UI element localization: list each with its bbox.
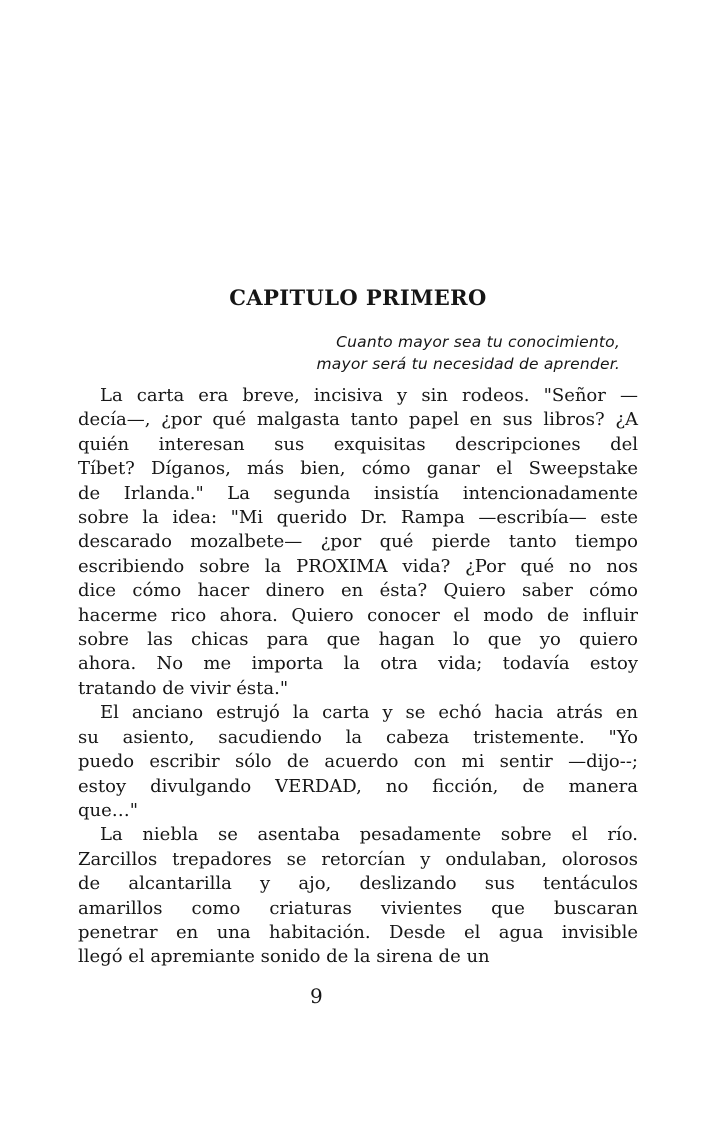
chapter-title: CAPITULO PRIMERO (229, 285, 487, 310)
text-line: amarillos como criaturas vivientes que buscaran (78, 897, 638, 919)
text-line: descarado mozalbete— ¿por qué pierde tanto tiempo (78, 531, 638, 553)
text-line: quién interesan sus exquisitas descripciones del (78, 433, 638, 455)
epigraph-line: mayor será tu necesidad de aprender. (316, 355, 620, 373)
text-line: que…" (78, 799, 139, 821)
text-line: hacerme rico ahora. Quiero conocer el modo de influir (78, 604, 638, 626)
page-number: 9 (310, 983, 323, 1008)
text-line: su asiento, sacudiendo la cabeza tristemente. "Yo (78, 726, 638, 748)
text-line: La niebla se asentaba pesadamente sobre el río. (100, 824, 638, 846)
text-line: La carta era breve, incisiva y sin rodeos. "Señor — (100, 385, 638, 406)
text-line: Tíbet? Díganos, más bien, cómo ganar el Sweepstake (78, 458, 638, 480)
text-line: Zarcillos trepadores se retorcían y ondulaban, olorosos (78, 848, 638, 870)
text-line: dice cómo hacer dinero en ésta? Quiero saber cómo (78, 580, 638, 602)
text-line: llegó el apremiante sonido de la sirena de un (78, 946, 490, 968)
text-line: de Irlanda." La segunda insistía intencionadamente (78, 482, 638, 504)
text-line: escribiendo sobre la PROXIMA vida? ¿Por qué no nos (78, 555, 638, 577)
text-line: decía—, ¿por qué malgasta tanto papel en sus libros? ¿A (78, 409, 638, 431)
paragraph (78, 823, 638, 969)
text-line: sobre la idea: "Mi querido Dr. Rampa —escribía— este (78, 507, 638, 529)
text-line: puedo escribir sólo de acuerdo con mi sentir —dijo--; (78, 751, 638, 773)
text-line: tratando de vivir ésta." (78, 677, 289, 699)
text-line: penetrar en una habitación. Desde el agua invisible (78, 921, 638, 943)
paragraph (78, 701, 638, 823)
text-line: de alcantarilla y ajo, deslizando sus tentáculos (78, 873, 638, 895)
epigraph-line: Cuanto mayor sea tu conocimiento, (336, 333, 620, 351)
page-content (78, 287, 638, 1009)
paragraph (78, 384, 638, 701)
body-text (78, 384, 638, 970)
epigraph (78, 331, 638, 375)
text-line: ahora. No me importa la otra vida; todavía estoy (78, 653, 638, 675)
text-line: sobre las chicas para que hagan lo que yo quiero (78, 629, 638, 651)
text-line: El anciano estrujó la carta y se echó hacia atrás en (100, 702, 638, 724)
text-line: estoy divulgando VERDAD, no ficción, de manera (78, 775, 638, 797)
